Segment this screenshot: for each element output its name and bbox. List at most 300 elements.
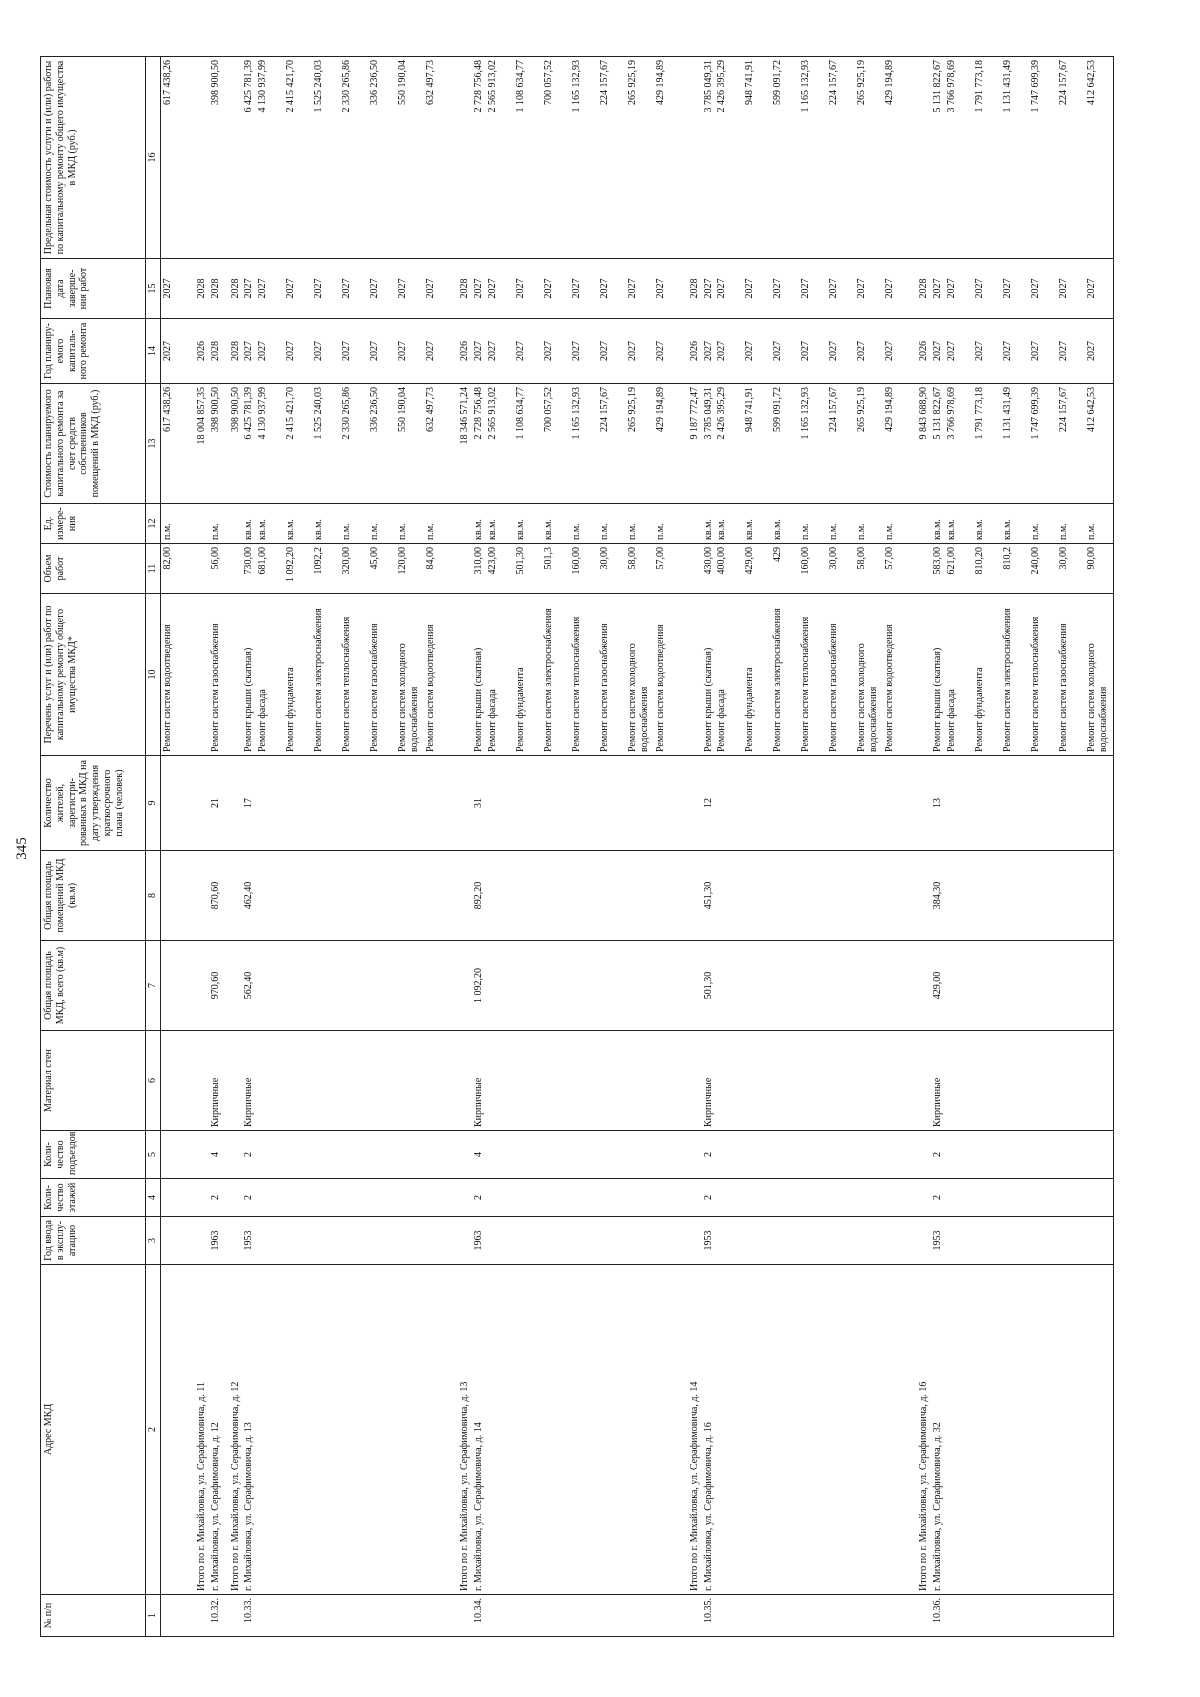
row-number [654, 1595, 682, 1637]
row-number: 10.32. [209, 1595, 223, 1637]
column-number: 1 [146, 1595, 161, 1637]
planned-cost-cell: 336 236,50 [368, 384, 396, 504]
work-row [1029, 57, 1057, 1637]
entrances-cell [799, 1131, 827, 1179]
residents-cell [486, 756, 514, 851]
total-area-cell [256, 941, 284, 1031]
work-row [827, 57, 855, 1637]
cost-limit-cell: 3 785 049,31 [702, 57, 716, 259]
unit-cell: кв.м. [514, 504, 542, 544]
planned-cost-cell: 224 157,67 [827, 384, 855, 504]
work-type-cell: Ремонт крыши (скатная) [242, 594, 256, 756]
work-row [799, 57, 827, 1637]
planned-cost-cell: 1 791 773,18 [973, 384, 1001, 504]
entrances-cell [973, 1131, 1001, 1179]
residents-cell [973, 756, 1001, 851]
table-body [161, 57, 1114, 1637]
cost-limit-cell: 617 438,26 [161, 57, 190, 259]
total-area-cell: 562,40 [242, 941, 256, 1031]
address-cell: г. Михайловка, ул. Серафимовича, д. 16 [702, 1265, 716, 1595]
year-built-cell: 1953 [702, 1217, 716, 1265]
repair-year-cell: 2027 [396, 319, 424, 384]
wall-material-cell: Кирпичные [472, 1031, 486, 1131]
living-area-cell [189, 851, 209, 941]
work-type-cell: Ремонт фундамента [743, 594, 771, 756]
row-number [911, 1595, 931, 1637]
work-row [284, 57, 312, 1637]
planned-cost-cell: 18 004 857,35 [189, 384, 209, 504]
year-built-cell [424, 1217, 452, 1265]
planned-cost-cell: 224 157,67 [598, 384, 626, 504]
residents-cell [424, 756, 452, 851]
entrances-cell [189, 1131, 209, 1179]
cost-limit-cell: 3 766 978,69 [945, 57, 973, 259]
floors-cell [598, 1179, 626, 1217]
work-type-cell: Ремонт систем холодного водоснабжения [396, 594, 424, 756]
address-cell: г. Михайловка, ул. Серафимовича, д. 32 [931, 1265, 945, 1595]
year-built-cell [284, 1217, 312, 1265]
floors-cell [542, 1179, 570, 1217]
work-volume-cell: 30,00 [827, 544, 855, 594]
year-built-cell [1085, 1217, 1114, 1265]
unit-cell: кв.м. [702, 504, 716, 544]
entrances-cell [161, 1131, 190, 1179]
work-volume-cell: 90,00 [1085, 544, 1114, 594]
repair-year-cell: 2027 [945, 319, 973, 384]
wall-material-cell [284, 1031, 312, 1131]
repair-year-cell: 2026 [682, 319, 702, 384]
cost-limit-cell: 550 190,04 [396, 57, 424, 259]
total-area-cell [284, 941, 312, 1031]
row-number: 10.35. [702, 1595, 716, 1637]
entrances-cell [223, 1131, 243, 1179]
entrances-cell [452, 1131, 472, 1179]
entrances-cell [771, 1131, 799, 1179]
completion-date-cell: 2027 [312, 259, 340, 319]
total-area-cell [911, 941, 931, 1031]
repair-year-cell: 2027 [472, 319, 486, 384]
cost-limit-cell: 700 057,52 [542, 57, 570, 259]
column-number: 8 [146, 851, 161, 941]
row-number [396, 1595, 424, 1637]
wall-material-cell [1085, 1031, 1114, 1131]
residents-cell: 13 [931, 756, 945, 851]
work-row [771, 57, 799, 1637]
work-volume-cell: 240,00 [1029, 544, 1057, 594]
wall-material-cell [542, 1031, 570, 1131]
entrances-cell: 2 [702, 1131, 716, 1179]
entrances-cell [715, 1131, 743, 1179]
cost-limit-cell: 429 194,89 [654, 57, 682, 259]
address-cell: Итого по г. Михайловка, ул. Серафимовича, д. 13 [452, 1265, 472, 1595]
entrances-cell [1001, 1131, 1029, 1179]
year-built-cell [312, 1217, 340, 1265]
residents-cell [827, 756, 855, 851]
unit-cell: п.м. [396, 504, 424, 544]
living-area-cell [424, 851, 452, 941]
residents-cell [1001, 756, 1029, 851]
year-built-cell [340, 1217, 368, 1265]
unit-cell [223, 504, 243, 544]
total-area-cell [1029, 941, 1057, 1031]
house-row [931, 57, 945, 1637]
living-area-cell [1029, 851, 1057, 941]
work-type-cell: Ремонт крыши (скатная) [931, 594, 945, 756]
column-header: Адрес МКД [41, 1265, 146, 1595]
year-built-cell [368, 1217, 396, 1265]
total-area-cell [626, 941, 654, 1031]
year-built-cell [598, 1217, 626, 1265]
unit-cell: кв.м. [1001, 504, 1029, 544]
completion-date-cell: 2027 [396, 259, 424, 319]
entrances-cell [256, 1131, 284, 1179]
wall-material-cell [312, 1031, 340, 1131]
row-number [945, 1595, 973, 1637]
year-built-cell [570, 1217, 598, 1265]
completion-date-cell: 2027 [486, 259, 514, 319]
row-number [189, 1595, 209, 1637]
total-area-cell [424, 941, 452, 1031]
repair-year-cell: 2027 [654, 319, 682, 384]
address-cell [1057, 1265, 1085, 1595]
completion-date-cell: 2027 [514, 259, 542, 319]
wall-material-cell: Кирпичные [702, 1031, 716, 1131]
unit-cell: п.м. [340, 504, 368, 544]
year-built-cell [799, 1217, 827, 1265]
residents-cell [396, 756, 424, 851]
residents-cell: 17 [242, 756, 256, 851]
residents-cell [256, 756, 284, 851]
planned-cost-cell: 632 497,73 [424, 384, 452, 504]
year-built-cell [189, 1217, 209, 1265]
planned-cost-cell: 700 057,52 [542, 384, 570, 504]
planned-cost-cell: 617 438,26 [161, 384, 190, 504]
cost-limit-cell: 1 108 634,77 [514, 57, 542, 259]
unit-cell: кв.м. [284, 504, 312, 544]
work-type-cell: Ремонт систем теплоснабжения [570, 594, 598, 756]
total-area-cell [452, 941, 472, 1031]
work-volume-cell: 30,00 [1057, 544, 1085, 594]
planned-cost-cell: 5 131 822,67 [931, 384, 945, 504]
house-row [209, 57, 223, 1637]
column-header: Материал стен [41, 1031, 146, 1131]
completion-date-cell: 2027 [715, 259, 743, 319]
row-number [514, 1595, 542, 1637]
year-built-cell [855, 1217, 883, 1265]
completion-date-cell: 2028 [189, 259, 209, 319]
completion-date-cell: 2028 [911, 259, 931, 319]
total-row [189, 57, 209, 1637]
floors-cell [799, 1179, 827, 1217]
completion-date-cell: 2027 [626, 259, 654, 319]
residents-cell [715, 756, 743, 851]
planned-cost-cell: 9 187 772,47 [682, 384, 702, 504]
total-area-cell [973, 941, 1001, 1031]
residents-cell [1085, 756, 1114, 851]
entrances-cell [1085, 1131, 1114, 1179]
address-cell [256, 1265, 284, 1595]
planned-cost-cell: 265 925,19 [626, 384, 654, 504]
address-cell [396, 1265, 424, 1595]
work-volume-cell: 583,00 [931, 544, 945, 594]
cost-limit-cell: 1 131 431,49 [1001, 57, 1029, 259]
total-area-cell [715, 941, 743, 1031]
row-number [883, 1595, 911, 1637]
wall-material-cell [883, 1031, 911, 1131]
year-built-cell [682, 1217, 702, 1265]
living-area-cell [1057, 851, 1085, 941]
entrances-cell [626, 1131, 654, 1179]
cost-limit-cell: 2 426 395,29 [715, 57, 743, 259]
completion-date-cell: 2027 [1085, 259, 1114, 319]
year-built-cell [743, 1217, 771, 1265]
unit-cell: кв.м. [715, 504, 743, 544]
living-area-cell [542, 851, 570, 941]
living-area-cell [626, 851, 654, 941]
column-number: 9 [146, 756, 161, 851]
unit-cell: п.м. [654, 504, 682, 544]
wall-material-cell [452, 1031, 472, 1131]
residents-cell: 12 [702, 756, 716, 851]
unit-cell: п.м. [598, 504, 626, 544]
address-cell [368, 1265, 396, 1595]
work-volume-cell: 429 [771, 544, 799, 594]
living-area-cell [514, 851, 542, 941]
work-row [1057, 57, 1085, 1637]
total-area-cell [570, 941, 598, 1031]
column-number: 4 [146, 1179, 161, 1217]
wall-material-cell [340, 1031, 368, 1131]
row-number [340, 1595, 368, 1637]
total-area-cell: 501,30 [702, 941, 716, 1031]
address-cell [973, 1265, 1001, 1595]
row-number [452, 1595, 472, 1637]
residents-cell [1029, 756, 1057, 851]
living-area-cell [256, 851, 284, 941]
row-number [827, 1595, 855, 1637]
column-header: Общая площадь МКД, всего (кв.м) [41, 941, 146, 1031]
repair-year-cell: 2027 [743, 319, 771, 384]
work-type-cell [452, 594, 472, 756]
column-header: Объем работ [41, 544, 146, 594]
unit-cell: кв.м. [945, 504, 973, 544]
unit-cell [682, 504, 702, 544]
column-header: Год ввода в эксплу-атацию [41, 1217, 146, 1265]
year-built-cell: 1963 [209, 1217, 223, 1265]
residents-cell [682, 756, 702, 851]
planned-cost-cell: 2 565 913,02 [486, 384, 514, 504]
total-area-cell [682, 941, 702, 1031]
residents-cell [340, 756, 368, 851]
repair-year-cell: 2027 [626, 319, 654, 384]
row-number [312, 1595, 340, 1637]
wall-material-cell [973, 1031, 1001, 1131]
year-built-cell [1057, 1217, 1085, 1265]
repair-year-cell: 2027 [1001, 319, 1029, 384]
work-volume-cell: 810,20 [973, 544, 1001, 594]
work-volume-cell [682, 544, 702, 594]
living-area-cell: 870,60 [209, 851, 223, 941]
unit-cell: п.м. [161, 504, 190, 544]
residents-cell [799, 756, 827, 851]
work-volume-cell: 310,00 [472, 544, 486, 594]
total-area-cell [598, 941, 626, 1031]
entrances-cell [424, 1131, 452, 1179]
column-number: 15 [146, 259, 161, 319]
floors-cell [452, 1179, 472, 1217]
work-volume-cell: 430,00 [702, 544, 716, 594]
planned-cost-cell: 9 843 688,90 [911, 384, 931, 504]
living-area-cell [771, 851, 799, 941]
residents-cell [654, 756, 682, 851]
address-cell [424, 1265, 452, 1595]
work-volume-cell: 621,00 [945, 544, 973, 594]
living-area-cell [570, 851, 598, 941]
residents-cell [161, 756, 190, 851]
unit-cell: п.м. [626, 504, 654, 544]
year-built-cell [911, 1217, 931, 1265]
cost-limit-cell: 2 565 913,02 [486, 57, 514, 259]
year-built-cell [827, 1217, 855, 1265]
entrances-cell: 2 [242, 1131, 256, 1179]
address-cell [743, 1265, 771, 1595]
living-area-cell [486, 851, 514, 941]
total-area-cell [223, 941, 243, 1031]
work-volume-cell: 58,00 [855, 544, 883, 594]
column-header: Количество жителей, зарегистри-рованных в МКД на дату утверждения краткосрочного плана (человек) [41, 756, 146, 851]
year-built-cell [223, 1217, 243, 1265]
cost-limit-cell [452, 57, 472, 259]
work-type-cell: Ремонт систем электроснабжения [312, 594, 340, 756]
living-area-cell [1085, 851, 1114, 941]
cost-limit-cell: 1 525 240,03 [312, 57, 340, 259]
work-type-cell: Ремонт фундамента [514, 594, 542, 756]
year-built-cell [542, 1217, 570, 1265]
living-area-cell: 892,20 [472, 851, 486, 941]
row-number: 10.36. [931, 1595, 945, 1637]
repair-year-cell: 2027 [827, 319, 855, 384]
cost-limit-cell: 5 131 822,67 [931, 57, 945, 259]
floors-cell [911, 1179, 931, 1217]
wall-material-cell [570, 1031, 598, 1131]
completion-date-cell: 2027 [542, 259, 570, 319]
cost-limit-cell [911, 57, 931, 259]
address-cell [1085, 1265, 1114, 1595]
living-area-cell: 384,30 [931, 851, 945, 941]
address-cell: г. Михайловка, ул. Серафимовича, д. 13 [242, 1265, 256, 1595]
work-row [883, 57, 911, 1637]
cost-limit-cell: 224 157,67 [827, 57, 855, 259]
residents-cell [542, 756, 570, 851]
year-built-cell [771, 1217, 799, 1265]
work-volume-cell: 730,00 [242, 544, 256, 594]
total-area-cell [312, 941, 340, 1031]
work-row [945, 57, 973, 1637]
unit-cell: п.м. [1029, 504, 1057, 544]
row-number [1029, 1595, 1057, 1637]
wall-material-cell [771, 1031, 799, 1131]
residents-cell [189, 756, 209, 851]
wall-material-cell [1001, 1031, 1029, 1131]
row-number [570, 1595, 598, 1637]
completion-date-cell: 2027 [284, 259, 312, 319]
planned-cost-cell: 599 091,72 [771, 384, 799, 504]
cost-limit-cell: 4 130 937,99 [256, 57, 284, 259]
living-area-cell [368, 851, 396, 941]
repair-year-cell: 2027 [715, 319, 743, 384]
floors-cell [514, 1179, 542, 1217]
living-area-cell [598, 851, 626, 941]
repair-year-cell: 2027 [598, 319, 626, 384]
year-built-cell [973, 1217, 1001, 1265]
column-number: 3 [146, 1217, 161, 1265]
planned-cost-cell: 412 642,53 [1085, 384, 1114, 504]
work-row [161, 57, 190, 1637]
row-number [973, 1595, 1001, 1637]
wall-material-cell [945, 1031, 973, 1131]
column-number: 7 [146, 941, 161, 1031]
work-type-cell [911, 594, 931, 756]
residents-cell [743, 756, 771, 851]
row-number [368, 1595, 396, 1637]
work-type-cell: Ремонт систем электроснабжения [1001, 594, 1029, 756]
cost-limit-cell: 1 165 132,93 [570, 57, 598, 259]
work-row [598, 57, 626, 1637]
address-cell [654, 1265, 682, 1595]
column-header: Предельная стоимость услуги и (или) работы по капитальному ремонту общего имущества в МКД (руб.) [41, 57, 146, 259]
address-cell [312, 1265, 340, 1595]
completion-date-cell: 2027 [340, 259, 368, 319]
total-area-cell [368, 941, 396, 1031]
work-volume-cell: 423,00 [486, 544, 514, 594]
year-built-cell [486, 1217, 514, 1265]
work-volume-cell: 320,00 [340, 544, 368, 594]
work-volume-cell [911, 544, 931, 594]
column-header: Общая площадь помещений МКД (кв.м) [41, 851, 146, 941]
total-area-cell [396, 941, 424, 1031]
work-row [368, 57, 396, 1637]
work-row [486, 57, 514, 1637]
completion-date-cell: 2027 [598, 259, 626, 319]
unit-cell: п.м. [1057, 504, 1085, 544]
floors-cell [1085, 1179, 1114, 1217]
planned-cost-cell: 398 900,50 [209, 384, 223, 504]
cost-limit-cell: 6 425 781,39 [242, 57, 256, 259]
total-area-cell [743, 941, 771, 1031]
entrances-cell: 2 [931, 1131, 945, 1179]
residents-cell [883, 756, 911, 851]
work-row [340, 57, 368, 1637]
floors-cell: 2 [472, 1179, 486, 1217]
completion-date-cell: 2027 [1001, 259, 1029, 319]
completion-date-cell: 2027 [883, 259, 911, 319]
floors-cell [424, 1179, 452, 1217]
floors-cell [715, 1179, 743, 1217]
column-header: Перечень услуг и (или) работ по капитальному ремонту общего имущества МКД* [41, 594, 146, 756]
work-type-cell: Ремонт систем газоснабжения [368, 594, 396, 756]
column-number: 11 [146, 544, 161, 594]
work-volume-cell: 160,00 [799, 544, 827, 594]
work-type-cell [682, 594, 702, 756]
work-type-cell: Ремонт систем водоотведения [424, 594, 452, 756]
cost-limit-cell [223, 57, 243, 259]
row-number [743, 1595, 771, 1637]
completion-date-cell: 2027 [973, 259, 1001, 319]
floors-cell [284, 1179, 312, 1217]
wall-material-cell [799, 1031, 827, 1131]
living-area-cell [654, 851, 682, 941]
unit-cell: кв.м. [743, 504, 771, 544]
